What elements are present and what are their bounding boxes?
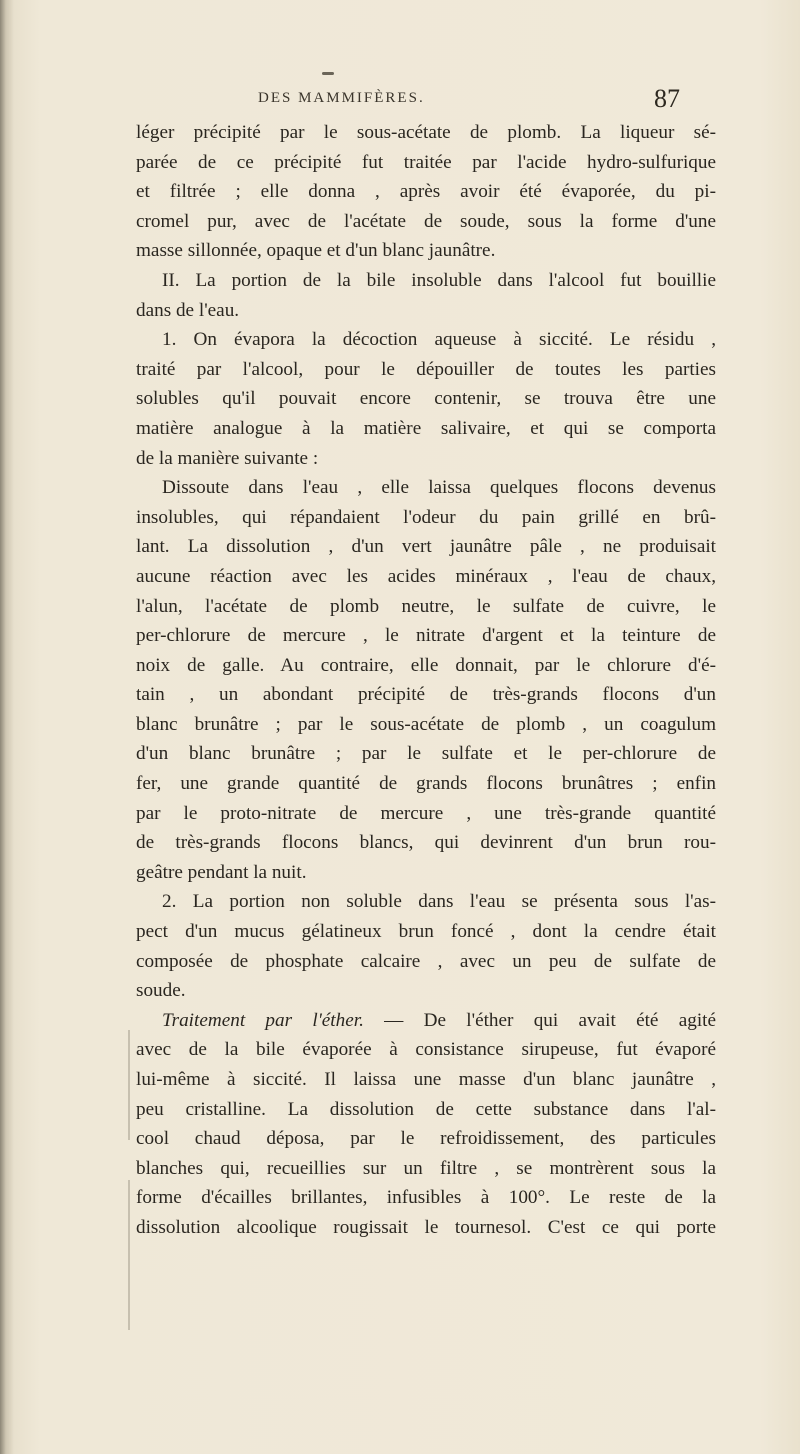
text-line: 2. La portion non soluble dans l'eau se présenta sous l'as-: [162, 891, 716, 913]
text-line: aucune réaction avec les acides minéraux , l'eau de chaux,: [136, 565, 716, 587]
text-line: blanches qui, recueillies sur un filtre , se montrèrent sous la: [136, 1157, 716, 1179]
text-line: tain , un abondant précipité de très-grands flocons d'un: [136, 684, 716, 706]
text-line: l'alun, l'acétate de plomb neutre, le sulfate de cuivre, le: [136, 595, 716, 617]
text-line: traité par l'alcool, pour le dépouiller de toutes les parties: [136, 358, 716, 380]
text-line: dissolution alcoolique rougissait le tournesol. C'est ce qui porte: [136, 1216, 716, 1238]
text-line: per-chlorure de mercure , le nitrate d'argent et la teinture de: [136, 625, 716, 647]
text-line: léger précipité par le sous-acétate de plomb. La liqueur sé-: [136, 122, 716, 143]
text-line: dans de l'eau.: [136, 299, 240, 321]
margin-shadow: [128, 1180, 130, 1330]
text-line: insolubles, qui répandaient l'odeur du pain grillé en brû-: [136, 506, 716, 528]
text-line: soude.: [136, 980, 186, 1002]
text-line: matière analogue à la matière salivaire, et qui se comporta: [136, 417, 716, 439]
text-line: composée de phosphate calcaire , avec un peu de sulfate de: [136, 950, 716, 972]
text-line: II. La portion de la bile insoluble dans l'alcool fut bouillie: [162, 269, 716, 291]
text-line: de très-grands flocons blancs, qui devinrent d'un brun rou-: [136, 832, 716, 854]
text-line: peu cristalline. La dissolution de cette substance dans l'al-: [136, 1098, 716, 1120]
margin-shadow: [128, 1030, 130, 1140]
text-line: lant. La dissolution , d'un vert jaunâtre pâle , ne produisait: [136, 536, 716, 558]
text-line: cromel pur, avec de l'acétate de soude, sous la forme d'une: [136, 210, 716, 232]
spine-shadow: [0, 0, 14, 1454]
text-line: et filtrée ; elle donna , après avoir été évaporée, du pi-: [136, 181, 716, 203]
text-line: 1. On évapora la décoction aqueuse à siccité. Le résidu ,: [162, 329, 716, 351]
text-line: masse sillonnée, opaque et d'un blanc jaunâtre.: [136, 240, 496, 262]
text-line: par le proto-nitrate de mercure , une très-grande quantité: [136, 802, 716, 824]
body-text: [136, 118, 716, 1243]
text-line: pect d'un mucus gélatineux brun foncé , dont la cendre était: [136, 921, 716, 943]
text-line: fer, une grande quantité de grands flocons brunâtres ; enfin: [136, 773, 716, 795]
ink-mark: [322, 72, 334, 75]
text-line: lui-même à siccité. Il laissa une masse d'un blanc jaunâtre ,: [136, 1069, 716, 1090]
text-line: d'un blanc brunâtre ; par le sulfate et le per-chlorure de: [136, 743, 716, 765]
running-head: DES MAMMIFÈRES.: [258, 90, 425, 106]
text-line: avec de la bile évaporée à consistance sirupeuse, fut évaporé: [136, 1039, 716, 1061]
text-line: geâtre pendant la nuit.: [136, 861, 307, 883]
text-line: noix de galle. Au contraire, elle donnait, par le chlorure d'é-: [136, 654, 716, 676]
text-line: parée de ce précipité fut traitée par l'acide hydro-sulfurique: [136, 151, 716, 173]
text-line: de la manière suivante :: [136, 447, 319, 469]
section-heading-line: [136, 1006, 716, 1036]
text-line: forme d'écailles brillantes, infusibles à 100°. Le reste de la: [136, 1187, 716, 1209]
text-line: blanc brunâtre ; par le sous-acétate de plomb , un coagulum: [136, 713, 716, 735]
text-line: cool chaud déposa, par le refroidissement, des particules: [136, 1128, 716, 1150]
text-line: Dissoute dans l'eau , elle laissa quelques flocons devenus: [162, 477, 716, 499]
italic-heading: Traitement par l'éther.: [162, 1009, 364, 1031]
heading-continuation: — De l'éther qui avait été agité: [384, 1009, 716, 1031]
text-line: solubles qu'il pouvait encore contenir, se trouva être une: [136, 388, 716, 410]
page-number: 87: [654, 84, 680, 113]
